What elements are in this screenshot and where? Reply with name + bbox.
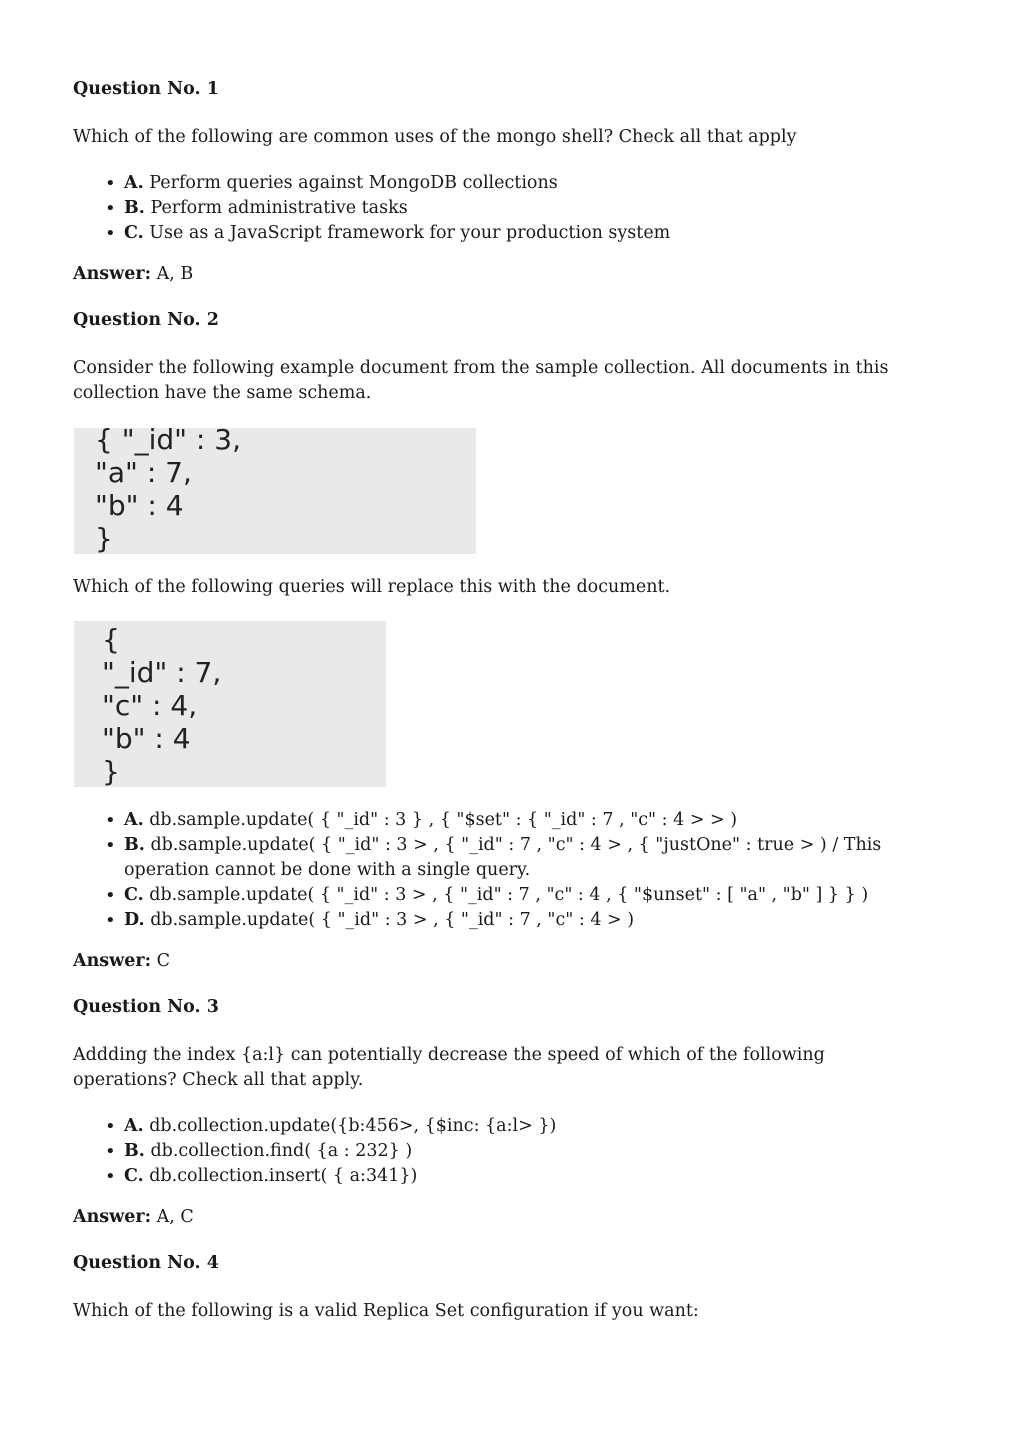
code-line: } xyxy=(102,755,120,788)
answer-value: C xyxy=(151,951,170,971)
code-snippet-original xyxy=(74,423,476,555)
option-text: db.sample.update( { "_id" : 3 } , { "$set" : { "_id" : 7 , "c" : 4 > > ) xyxy=(143,810,738,830)
option-letter: B. xyxy=(124,198,145,218)
option-text: db.collection.find( {a : 232} ) xyxy=(144,1141,413,1161)
option-text: db.sample.update( { "_id" : 3 > , { "_id" : 7 , "c" : 4 , { "$unset" : [ "a" , "b" ] } } ) xyxy=(143,885,869,905)
option-letter: C. xyxy=(124,223,144,243)
option-item xyxy=(72,883,962,908)
answer-line xyxy=(73,1207,194,1227)
option-letter: A. xyxy=(124,810,144,830)
answer-label: Answer: xyxy=(73,264,152,284)
option-item xyxy=(72,1139,556,1164)
option-item xyxy=(72,833,962,883)
question-heading: Question No. 3 xyxy=(73,997,219,1017)
question-prompt: Which of the following are common uses of the mongo shell? Check all that apply xyxy=(73,127,797,147)
question-prompt-secondary: Which of the following queries will replace this with the document. xyxy=(73,577,671,597)
code-line: { xyxy=(102,623,120,656)
option-letter: B. xyxy=(124,1141,145,1161)
question-heading: Question No. 2 xyxy=(73,310,219,330)
option-list xyxy=(72,171,670,246)
question-heading: Question No. 1 xyxy=(73,79,219,99)
code-line: { "_id" : 3, xyxy=(95,423,241,456)
option-list xyxy=(72,1114,556,1189)
code-snippet-target xyxy=(74,621,386,787)
code-line: "_id" : 7, xyxy=(102,656,222,689)
option-item xyxy=(72,1114,556,1139)
answer-line xyxy=(73,264,193,284)
question-prompt: Consider the following example document from the sample collection. All documents in this collection have the same schema. xyxy=(73,358,889,403)
option-item xyxy=(72,808,962,833)
option-list xyxy=(72,808,962,933)
answer-value: A, C xyxy=(151,1207,194,1227)
answer-line xyxy=(73,951,170,971)
option-letter: B. xyxy=(124,835,145,855)
question-prompt: Which of the following is a valid Replica Set configuration if you want: xyxy=(73,1301,699,1321)
option-letter: C. xyxy=(124,885,144,905)
option-text: db.collection.insert( { a:341}) xyxy=(143,1166,418,1186)
option-letter: A. xyxy=(124,1116,144,1136)
question-heading: Question No. 4 xyxy=(73,1253,219,1273)
code-line: "b" : 4 xyxy=(102,722,191,755)
option-text: Use as a JavaScript framework for your production system xyxy=(143,223,671,243)
option-text: db.collection.update({b:456>, {$inc: {a:l> }) xyxy=(143,1116,557,1136)
answer-label: Answer: xyxy=(73,1207,152,1227)
code-line: "b" : 4 xyxy=(95,489,184,522)
option-text: db.sample.update( { "_id" : 3 > , { "_id" : 7 , "c" : 4 > , { "justOne" : true > ) / This operation cannot be done with a single query. xyxy=(124,835,882,880)
option-item xyxy=(72,171,670,196)
code-line: } xyxy=(95,522,113,555)
option-item xyxy=(72,221,670,246)
code-line: "c" : 4, xyxy=(102,689,198,722)
answer-value: A, B xyxy=(151,264,194,284)
option-text: db.sample.update( { "_id" : 3 > , { "_id" : 7 , "c" : 4 > ) xyxy=(144,910,635,930)
option-letter: D. xyxy=(124,910,145,930)
option-text: Perform administrative tasks xyxy=(144,198,408,218)
option-letter: A. xyxy=(124,173,144,193)
option-letter: C. xyxy=(124,1166,144,1186)
answer-label: Answer: xyxy=(73,951,152,971)
option-item xyxy=(72,1164,556,1189)
option-text: Perform queries against MongoDB collections xyxy=(143,173,558,193)
question-prompt: Addding the index {a:l} can potentially decrease the speed of which of the following operations? Check all that apply. xyxy=(73,1045,825,1090)
code-line: "a" : 7, xyxy=(95,456,192,489)
option-item xyxy=(72,908,962,933)
option-item xyxy=(72,196,670,221)
